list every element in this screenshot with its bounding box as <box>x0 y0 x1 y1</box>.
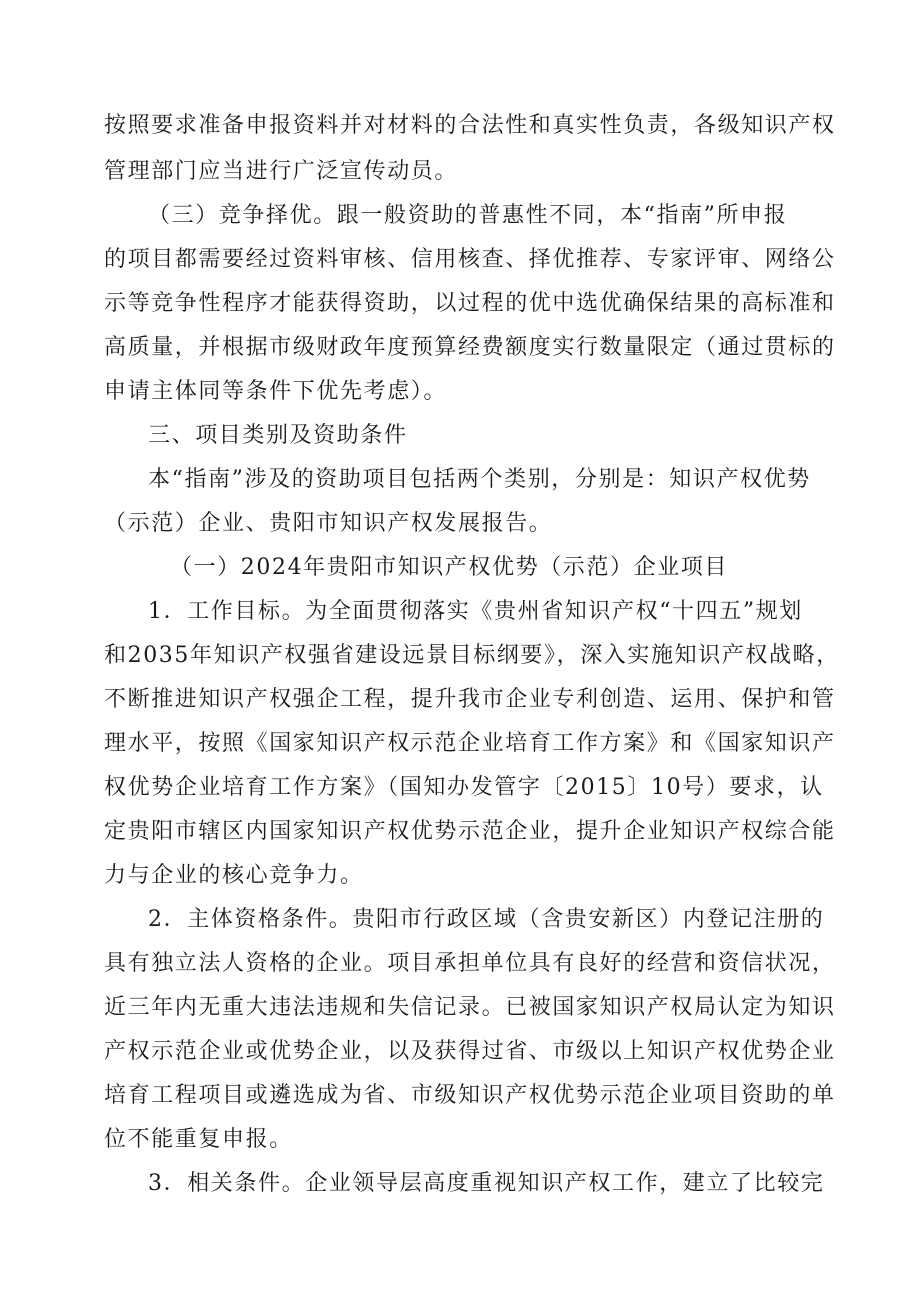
paragraph-line: 2．主体资格条件。贵阳市行政区域（含贵安新区）内登记注册的 <box>148 907 825 932</box>
subsection-heading: （一）2024年贵阳市知识产权优势（示范）企业项目 <box>170 555 728 580</box>
paragraph-line: 高质量，并根据市级财政年度预算经费额度实行数量限定（通过贯标的 <box>104 335 836 360</box>
paragraph-line: 申请主体同等条件下优先考虑）。 <box>104 379 448 404</box>
paragraph-line: 培育工程项目或遴选成为省、市级知识产权优势示范企业项目资助的单 <box>104 1083 836 1108</box>
paragraph-line: 近三年内无重大违法违规和失信记录。已被国家知识产权局认定为知识 <box>104 995 836 1020</box>
paragraph-line: 1．工作目标。为全面贯彻落实《贵州省知识产权“十四五”规划 <box>148 599 803 624</box>
paragraph-line: 本“指南”涉及的资助项目包括两个类别，分别是：知识产权优势 <box>148 467 811 492</box>
paragraph-line: 的项目都需要经过资料审核、信用核查、择优推荐、专家评审、网络公 <box>104 247 836 272</box>
paragraph-line: 定贵阳市辖区内国家知识产权优势示范企业，提升企业知识产权综合能 <box>104 819 836 844</box>
paragraph-line: 力与企业的核心竞争力。 <box>104 863 364 888</box>
paragraph-line: 不断推进知识产权强企工程，提升我市企业专利创造、运用、保护和管 <box>104 687 836 712</box>
paragraph-line: 位不能重复申报。 <box>104 1127 293 1152</box>
paragraph-line: 具有独立法人资格的企业。项目承担单位具有良好的经营和资信状况， <box>104 951 836 976</box>
paragraph-line: 理水平，按照《国家知识产权示范企业培育工作方案》和《国家知识产 <box>104 731 836 756</box>
paragraph-line: 示等竞争性程序才能获得资助，以过程的优中选优确保结果的高标准和 <box>104 291 836 316</box>
section-heading: 三、项目类别及资助条件 <box>148 423 408 448</box>
paragraph-line: 权优势企业培育工作方案》（国知办发管字〔2015〕10号）要求，认 <box>104 775 824 800</box>
paragraph-line: 和2035年知识产权强省建设远景目标纲要》，深入实施知识产权战略， <box>104 643 840 668</box>
paragraph-line: （三）竞争择优。跟一般资助的普惠性不同，本“指南”所申报 <box>148 203 788 228</box>
paragraph-line: 按照要求准备申报资料并对材料的合法性和真实性负责，各级知识产权 <box>104 113 836 138</box>
paragraph-line: 产权示范企业或优势企业，以及获得过省、市级以上知识产权优势企业 <box>104 1039 836 1064</box>
paragraph-line: 3．相关条件。企业领导层高度重视知识产权工作，建立了比较完 <box>148 1171 825 1196</box>
paragraph-line: 管理部门应当进行广泛宣传动员。 <box>104 159 459 184</box>
paragraph-line: （示范）企业、贵阳市知识产权发展报告。 <box>104 511 553 536</box>
